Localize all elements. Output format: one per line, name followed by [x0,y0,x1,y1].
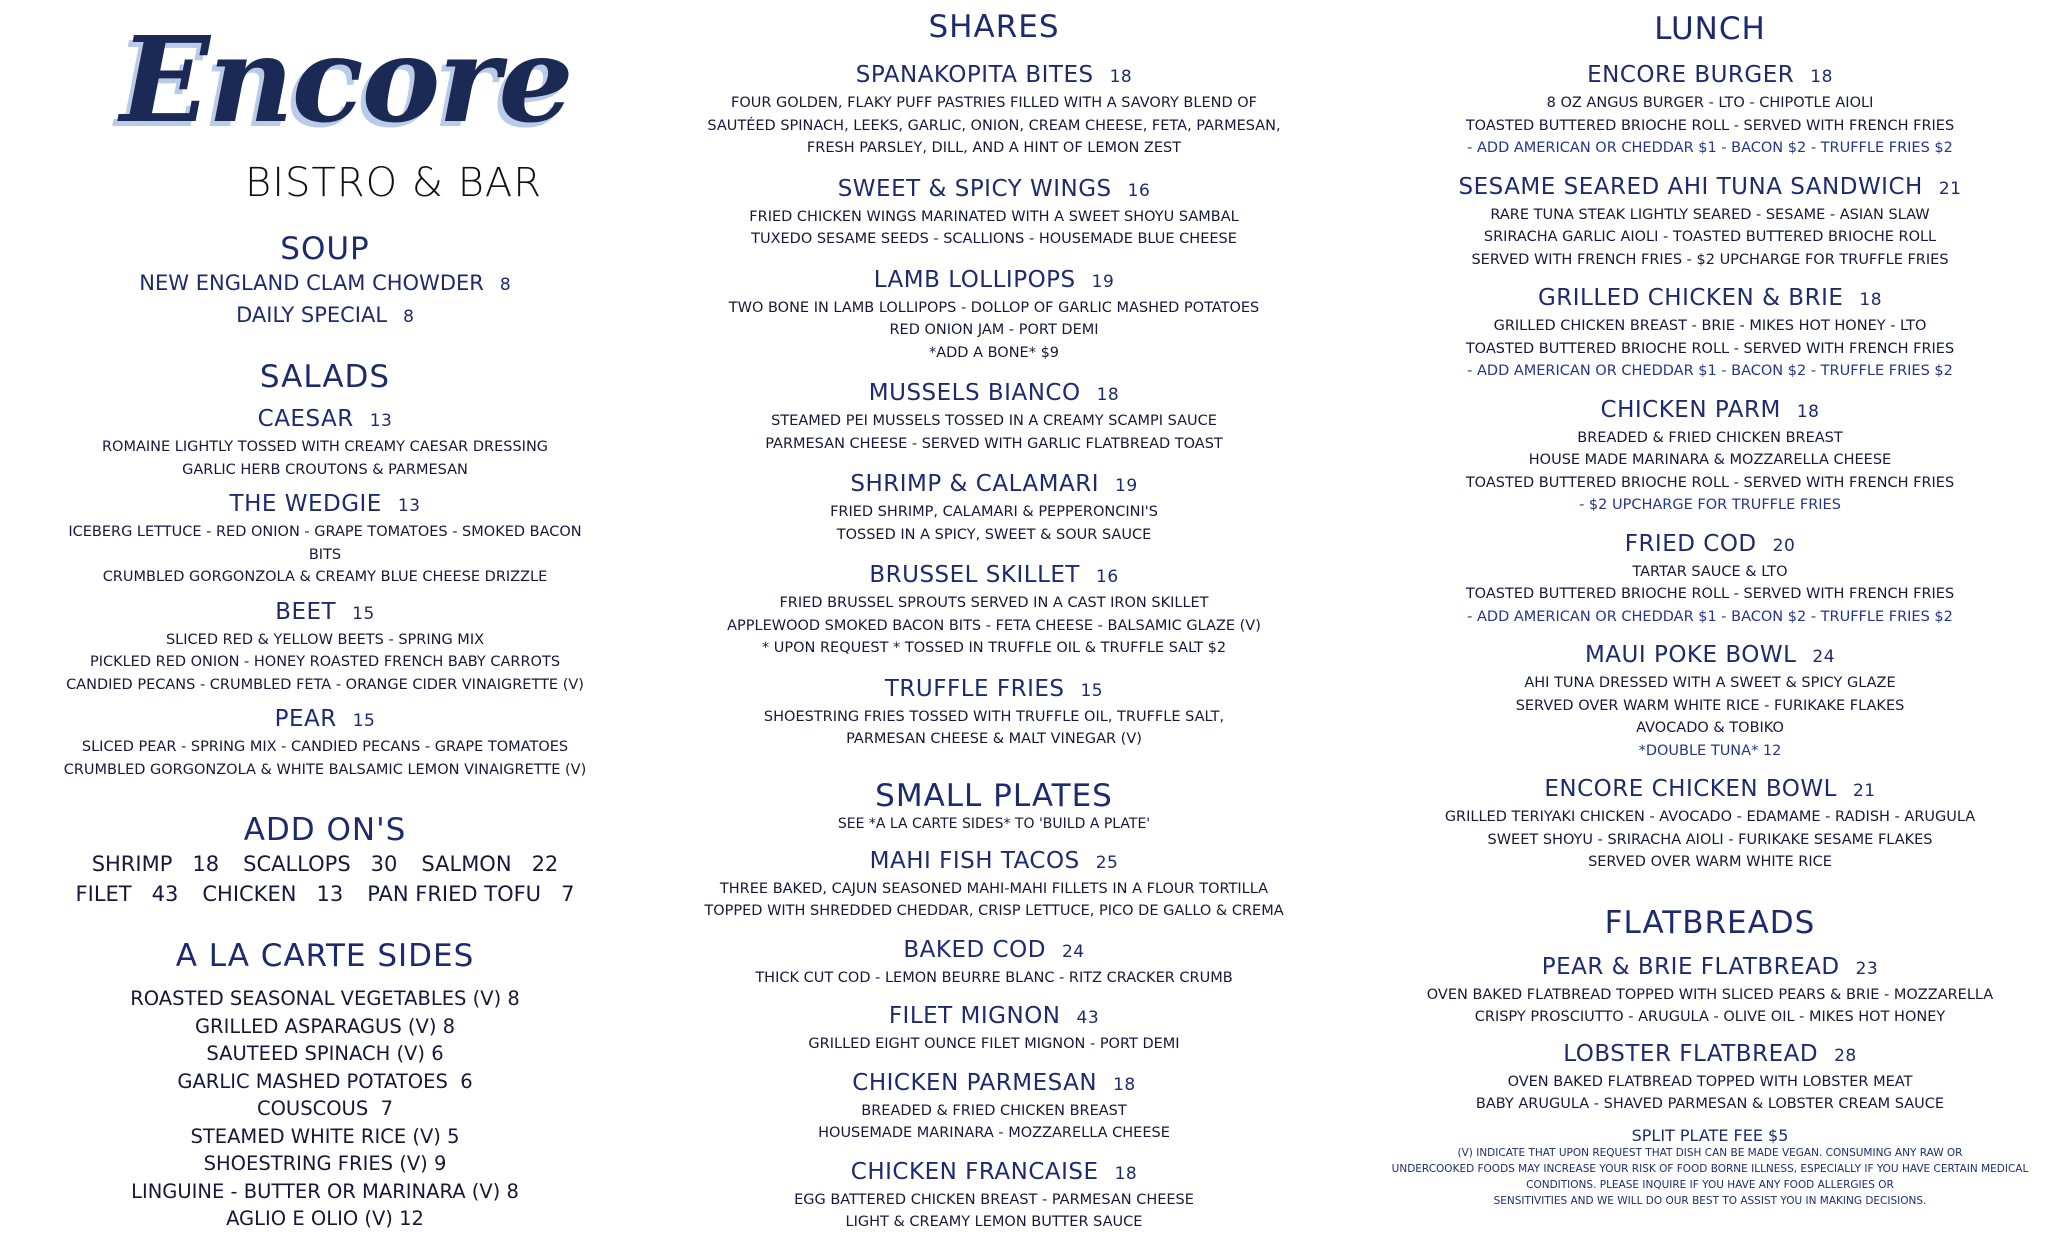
item-price: 18 [1114,1163,1138,1184]
addon-row [0,849,650,879]
item-title [640,174,1348,206]
menu-item [640,378,1348,455]
item-description: GARLIC HERB CROUTONS & PARMESAN [182,461,468,478]
right-column [1352,0,2068,1209]
side-item: LINGUINE - BUTTER OR MARINARA (V) 8 [131,1179,519,1203]
item-description: FOUR GOLDEN, FLAKY PUFF PASTRIES FILLED WITH A SAVORY BLEND OF [730,95,1257,111]
item-name: BAKED COD [903,936,1046,963]
item-price: 18 [1109,67,1133,87]
item-name: SWEET & SPICY WINGS [837,175,1112,202]
item-price: 18 [1810,67,1833,87]
side-item: STEAMED WHITE RICE (V) 5 [190,1124,460,1148]
item-title [0,489,650,521]
item-description: GRILLED TERIYAKI CHICKEN - AVOCADO - EDAMAME - RADISH - ARUGULA [1444,809,1976,825]
section-title: FLATBREADS [1604,904,1816,941]
item-price: 18 [1859,290,1883,310]
item-price: 13 [397,496,421,516]
item-name: MUSSELS BIANCO [868,380,1081,406]
item-title [1352,640,2068,672]
item-description: FRESH PARSLEY, DILL, AND A HINT OF LEMON ZEST [806,140,1182,156]
addons-section [0,811,650,909]
item-name: MAHI FISH TACOS [869,847,1080,874]
item-price: 19 [1115,476,1138,496]
item-description: SERVED OVER WARM WHITE RICE [1588,854,1832,870]
item-description: SLICED PEAR - SPRING MIX - CANDIED PECANS - GRAPE TOMATOES [81,739,569,755]
item-description: FRIED CHICKEN WINGS MARINATED WITH A SWEET SHOYU SAMBAL [749,208,1239,225]
left-column [0,0,650,1233]
section-title: LUNCH [1654,11,1766,47]
item-description: TOSSED IN A SPICY, SWEET & SOUR SAUCE [836,526,1152,543]
item-price: 21 [1852,781,1876,801]
item-description: TOASTED BUTTERED BRIOCHE ROLL - SERVED WITH FRENCH FRIES [1465,474,1955,491]
logo-subtitle: BISTRO & BAR [245,160,543,206]
item-price: 28 [1834,1045,1857,1066]
item-description: HOUSE MADE MARINARA & MOZZARELLA CHEESE [1528,452,1892,468]
menu-item [1352,172,2068,272]
item-title [640,935,1348,967]
salads-section [0,358,650,781]
item-description: THREE BAKED, CAJUN SEASONED MAHI-MAHI FILLETS IN A FLOUR TORTILLA [719,880,1269,897]
item-description: TWO BONE IN LAMB LOLLIPOPS - DOLLOP OF GARLIC MASHED POTATOES [728,299,1260,316]
item-price: 24 [1812,647,1836,667]
item-description: BITS [308,546,342,563]
item-addon-note: - ADD AMERICAN OR CHEDDAR $1 - BACON $2 - TRUFFLE FRIES $2 [1467,140,1953,156]
item-description: SAUTÉED SPINACH, LEEKS, GARLIC, ONION, CREAM CHEESE, FETA, PARMESAN, [707,117,1281,134]
item-title [1352,172,2068,204]
item-price: 16 [1096,567,1119,587]
item-name: LOBSTER FLATBREAD [1563,1040,1819,1067]
item-title [0,597,650,629]
item-description: TOPPED WITH SHREDDED CHEDDAR, CRISP LETTUCE, PICO DE GALLO & CREMA [704,903,1284,919]
item-name: ENCORE BURGER [1587,62,1795,88]
shares-section [640,8,1348,751]
item-description: BREADED & FRIED CHICKEN BREAST [861,1102,1127,1119]
item-price: 43 [1076,1008,1100,1028]
side-item: SHOESTRING FRIES (V) 9 [203,1152,447,1175]
item-description: ROMAINE LIGHTLY TOSSED WITH CREAMY CAESAR DRESSING [101,439,549,455]
menu-item [640,846,1348,923]
side-item: COUSCOUS 7 [256,1097,394,1120]
item-title [640,1068,1348,1100]
menu-item [0,489,650,589]
item-description: APPLEWOOD SMOKED BACON BITS - FETA CHEESE - BALSAMIC GLAZE (V) [727,617,1261,634]
item-description: RED ONION JAM - PORT DEMI [889,322,1099,338]
side-item: SAUTEED SPINACH (V) 6 [206,1042,444,1065]
item-title [640,265,1348,297]
disclaimer-line: SENSITIVITIES AND WE WILL DO OUR BEST TO ASSIST YOU IN MAKING DECISIONS. [1493,1194,1927,1207]
item-name: NEW ENGLAND CLAM CHOWDER [139,271,484,295]
item-name: CAESAR [257,406,354,432]
item-addon-note: - ADD AMERICAN OR CHEDDAR $1 - BACON $2 - TRUFFLE FRIES $2 [1467,363,1953,379]
section-title: SMALL PLATES [875,777,1113,814]
item-description: TUXEDO SESAME SEEDS - SCALLIONS - HOUSEMADE BLUE CHEESE [751,231,1237,247]
sides-section [0,937,650,1233]
item-addon-note: *DOUBLE TUNA* 12 [1638,742,1782,759]
soup-item [0,268,650,300]
side-item: GARLIC MASHED POTATOES 6 [177,1069,473,1093]
item-price: 15 [352,603,375,624]
item-description: SLICED RED & YELLOW BEETS - SPRING MIX [165,631,485,648]
item-name: DAILY SPECIAL [236,303,388,327]
item-title [0,404,650,436]
item-description: CRISPY PROSCIUTTO - ARUGULA - OLIVE OIL - MIKES HOT HONEY [1474,1009,1946,1025]
item-price: 25 [1095,852,1119,873]
item-description: OVEN BAKED FLATBREAD TOPPED WITH LOBSTER MEAT [1507,1073,1913,1090]
item-description: *ADD A BONE* $9 [928,344,1060,361]
menu-item [0,597,650,697]
flatbreads-section [1352,904,2068,1116]
item-description: PARMESAN CHEESE - SERVED WITH GARLIC FLATBREAD TOAST [765,435,1223,452]
item-price: 21 [1938,178,1962,199]
menu-item [640,469,1348,546]
menu-item [640,265,1348,365]
item-description: SHOESTRING FRIES TOSSED WITH TRUFFLE OIL, TRUFFLE SALT, [763,708,1225,725]
item-description: CRUMBLED GORGONZOLA & WHITE BALSAMIC LEMON VINAIGRETTE (V) [63,761,587,778]
item-description: 8 OZ ANGUS BURGER - LTO - CHIPOTLE AIOLI [1546,95,1874,111]
item-name: TRUFFLE FRIES [884,675,1065,702]
item-description: SWEET SHOYU - SRIRACHA AIOLI - FURIKAKE SESAME FLAKES [1487,831,1933,848]
soup-item [0,300,650,332]
section-title: SALADS [259,359,391,395]
item-description: AVOCADO & TOBIKO [1636,720,1784,736]
item-name: BRUSSEL SKILLET [869,562,1080,588]
item-price: 15 [1080,680,1104,701]
item-name: FRIED COD [1624,530,1757,557]
menu-item [640,174,1348,251]
item-price: 18 [1796,401,1820,422]
section-title: SHARES [928,9,1060,45]
item-name: ENCORE CHICKEN BOWL [1544,776,1837,802]
item-description: LIGHT & CREAMY LEMON BUTTER SAUCE [845,1214,1143,1230]
menu-item [640,560,1348,660]
item-title [640,378,1348,410]
addon-item: SALMON 22 [421,852,559,876]
addon-item: CHICKEN 13 [202,882,344,906]
item-description: CANDIED PECANS - CRUMBLED FETA - ORANGE CIDER VINAIGRETTE (V) [66,676,584,693]
item-name: BEET [275,598,337,625]
menu-item [640,1157,1348,1234]
item-description: PARMESAN CHEESE & MALT VINEGAR (V) [846,731,1142,747]
item-title [1352,774,2068,806]
item-title [640,560,1348,592]
soup-section [0,230,650,332]
side-item: AGLIO E OLIO (V) 12 [226,1207,424,1230]
item-price: 18 [1096,385,1120,405]
item-title [640,1001,1348,1033]
item-price: 8 [499,275,511,295]
menu-item [1352,952,2068,1029]
side-item: ROASTED SEASONAL VEGETABLES (V) 8 [130,987,520,1010]
item-title [1352,283,2068,315]
item-price: 20 [1772,535,1796,556]
item-description: RARE TUNA STEAK LIGHTLY SEARED - SESAME - ASIAN SLAW [1490,206,1930,223]
item-description: FRIED BRUSSEL SPROUTS SERVED IN A CAST IRON SKILLET [779,595,1209,611]
item-description: EGG BATTERED CHICKEN BREAST - PARMESAN CHEESE [794,1191,1194,1208]
item-title [1352,60,2068,92]
item-name: THE WEDGIE [229,491,382,517]
item-title [640,469,1348,501]
item-name: GRILLED CHICKEN & BRIE [1537,285,1844,311]
item-name: SPANAKOPITA BITES [855,62,1094,88]
addon-item: PAN FRIED TOFU 7 [367,882,575,906]
item-title [1352,1039,2068,1071]
menu-item [1352,1039,2068,1116]
item-name: PEAR [274,706,337,732]
side-item: GRILLED ASPARAGUS (V) 8 [194,1014,456,1038]
item-description: CRUMBLED GORGONZOLA & CREAMY BLUE CHEESE DRIZZLE [102,569,548,585]
item-name: CHICKEN PARM [1600,396,1781,423]
menu-item [1352,395,2068,517]
addon-item: SHRIMP 18 [91,852,220,876]
item-price: 24 [1061,941,1085,962]
addon-item: FILET 43 [75,882,179,906]
item-addon-note: - ADD AMERICAN OR CHEDDAR $1 - BACON $2 - TRUFFLE FRIES $2 [1467,608,1953,625]
item-name: SHRIMP & CALAMARI [850,471,1099,497]
item-addon-note: - $2 UPCHARGE FOR TRUFFLE FRIES [1579,497,1841,513]
middle-column [640,0,1348,1234]
item-price: 23 [1855,958,1879,979]
lunch-section [1352,10,2068,874]
menu-item [1352,283,2068,383]
menu-item [1352,640,2068,762]
item-description: TOASTED BUTTERED BRIOCHE ROLL - SERVED WITH FRENCH FRIES [1465,340,1955,357]
menu-item [640,1068,1348,1145]
item-description: GRILLED CHICKEN BREAST - BRIE - MIKES HOT HONEY - LTO [1493,318,1927,334]
item-price: 15 [352,711,376,731]
item-price: 16 [1127,180,1151,201]
item-name: FILET MIGNON [888,1003,1061,1029]
menu-item [640,935,1348,990]
menu-item [1352,529,2068,629]
item-description: BREADED & FRIED CHICKEN BREAST [1577,429,1843,446]
section-title: SOUP [280,231,370,267]
menu-item [1352,774,2068,874]
item-description: AHI TUNA DRESSED WITH A SWEET & SPICY GLAZE [1524,675,1896,691]
item-description: TOASTED BUTTERED BRIOCHE ROLL - SERVED WITH FRENCH FRIES [1465,117,1955,134]
item-name: LAMB LOLLIPOPS [873,266,1076,293]
menu-item [1352,60,2068,160]
disclaimer-line: CONDITIONS. PLEASE INQUIRE IF YOU HAVE ANY FOOD ALLERGIES OR [1526,1178,1894,1191]
small-plates-section [640,777,1348,1234]
item-price: 8 [403,307,414,327]
menu-item [640,674,1348,751]
item-description: OVEN BAKED FLATBREAD TOPPED WITH SLICED PEARS & BRIE - MOZZARELLA [1426,986,1994,1003]
addon-row [0,879,650,909]
sides-list [0,985,650,1233]
item-title [1352,952,2068,984]
item-description: TOASTED BUTTERED BRIOCHE ROLL - SERVED WITH FRENCH FRIES [1465,586,1955,602]
menu-item [640,60,1348,160]
item-price: 19 [1091,271,1115,292]
item-name: SESAME SEARED AHI TUNA SANDWICH [1458,173,1923,200]
disclaimer-line: (V) INDICATE THAT UPON REQUEST THAT DISH CAN BE MADE VEGAN. CONSUMING ANY RAW OR [1457,1146,1963,1159]
item-title [640,674,1348,706]
item-description: GRILLED EIGHT OUNCE FILET MIGNON - PORT DEMI [808,1036,1180,1052]
item-description: ICEBERG LETTUCE - RED ONION - GRAPE TOMATOES - SMOKED BACON [68,524,582,540]
item-description: SERVED OVER WARM WHITE RICE - FURIKAKE FLAKES [1515,697,1905,714]
section-title: ADD ON'S [243,812,407,848]
item-description: * UPON REQUEST * TOSSED IN TRUFFLE OIL & TRUFFLE SALT $2 [761,640,1227,656]
item-title [640,60,1348,92]
item-description: BABY ARUGULA - SHAVED PARMESAN & LOBSTER CREAM SAUCE [1475,1096,1945,1112]
item-title [640,1157,1348,1189]
split-plate-fee: SPLIT PLATE FEE $5 [1631,1125,1789,1145]
menu-item [640,1001,1348,1056]
section-note: SEE *A LA CARTE SIDES* TO 'BUILD A PLATE' [837,815,1151,832]
item-description: FRIED SHRIMP, CALAMARI & PEPPERONCINI'S [830,504,1158,520]
item-name: MAUI POKE BOWL [1584,642,1797,668]
item-name: CHICKEN FRANCAISE [850,1158,1099,1185]
item-description: THICK CUT COD - LEMON BEURRE BLANC - RITZ CRACKER CRUMB [755,969,1233,986]
item-price: 18 [1113,1074,1136,1095]
addon-item: SCALLOPS 30 [243,852,398,876]
item-name: CHICKEN PARMESAN [852,1069,1098,1096]
item-title [1352,529,2068,561]
item-description: TARTAR SAUCE & LTO [1632,563,1788,580]
item-description: PICKLED RED ONION - HONEY ROASTED FRENCH BABY CARROTS [89,654,561,670]
item-name: PEAR & BRIE FLATBREAD [1541,953,1840,980]
item-description: SRIRACHA GARLIC AIOLI - TOASTED BUTTERED BRIOCHE ROLL [1483,229,1937,245]
disclaimer-line: UNDERCOOKED FOODS MAY INCREASE YOUR RISK OF FOOD BORNE ILLNESS, ESPECIALLY IF YOU HAVE CERTAIN MEDICAL [1391,1162,2029,1175]
item-description: HOUSEMADE MARINARA - MOZZARELLA CHEESE [818,1125,1170,1141]
item-description: STEAMED PEI MUSSELS TOSSED IN A CREAMY SCAMPI SAUCE [771,413,1217,429]
item-price: 13 [369,411,393,431]
section-title: A LA CARTE SIDES [175,938,475,974]
menu-item [0,404,650,481]
item-description: SERVED WITH FRENCH FRIES - $2 UPCHARGE FOR TRUFFLE FRIES [1471,251,1949,268]
item-title [1352,395,2068,427]
menu-item [0,704,650,781]
item-title [0,704,650,736]
logo-wordmark: Encore [120,10,572,149]
encore-logo [0,0,650,230]
item-title [640,846,1348,878]
